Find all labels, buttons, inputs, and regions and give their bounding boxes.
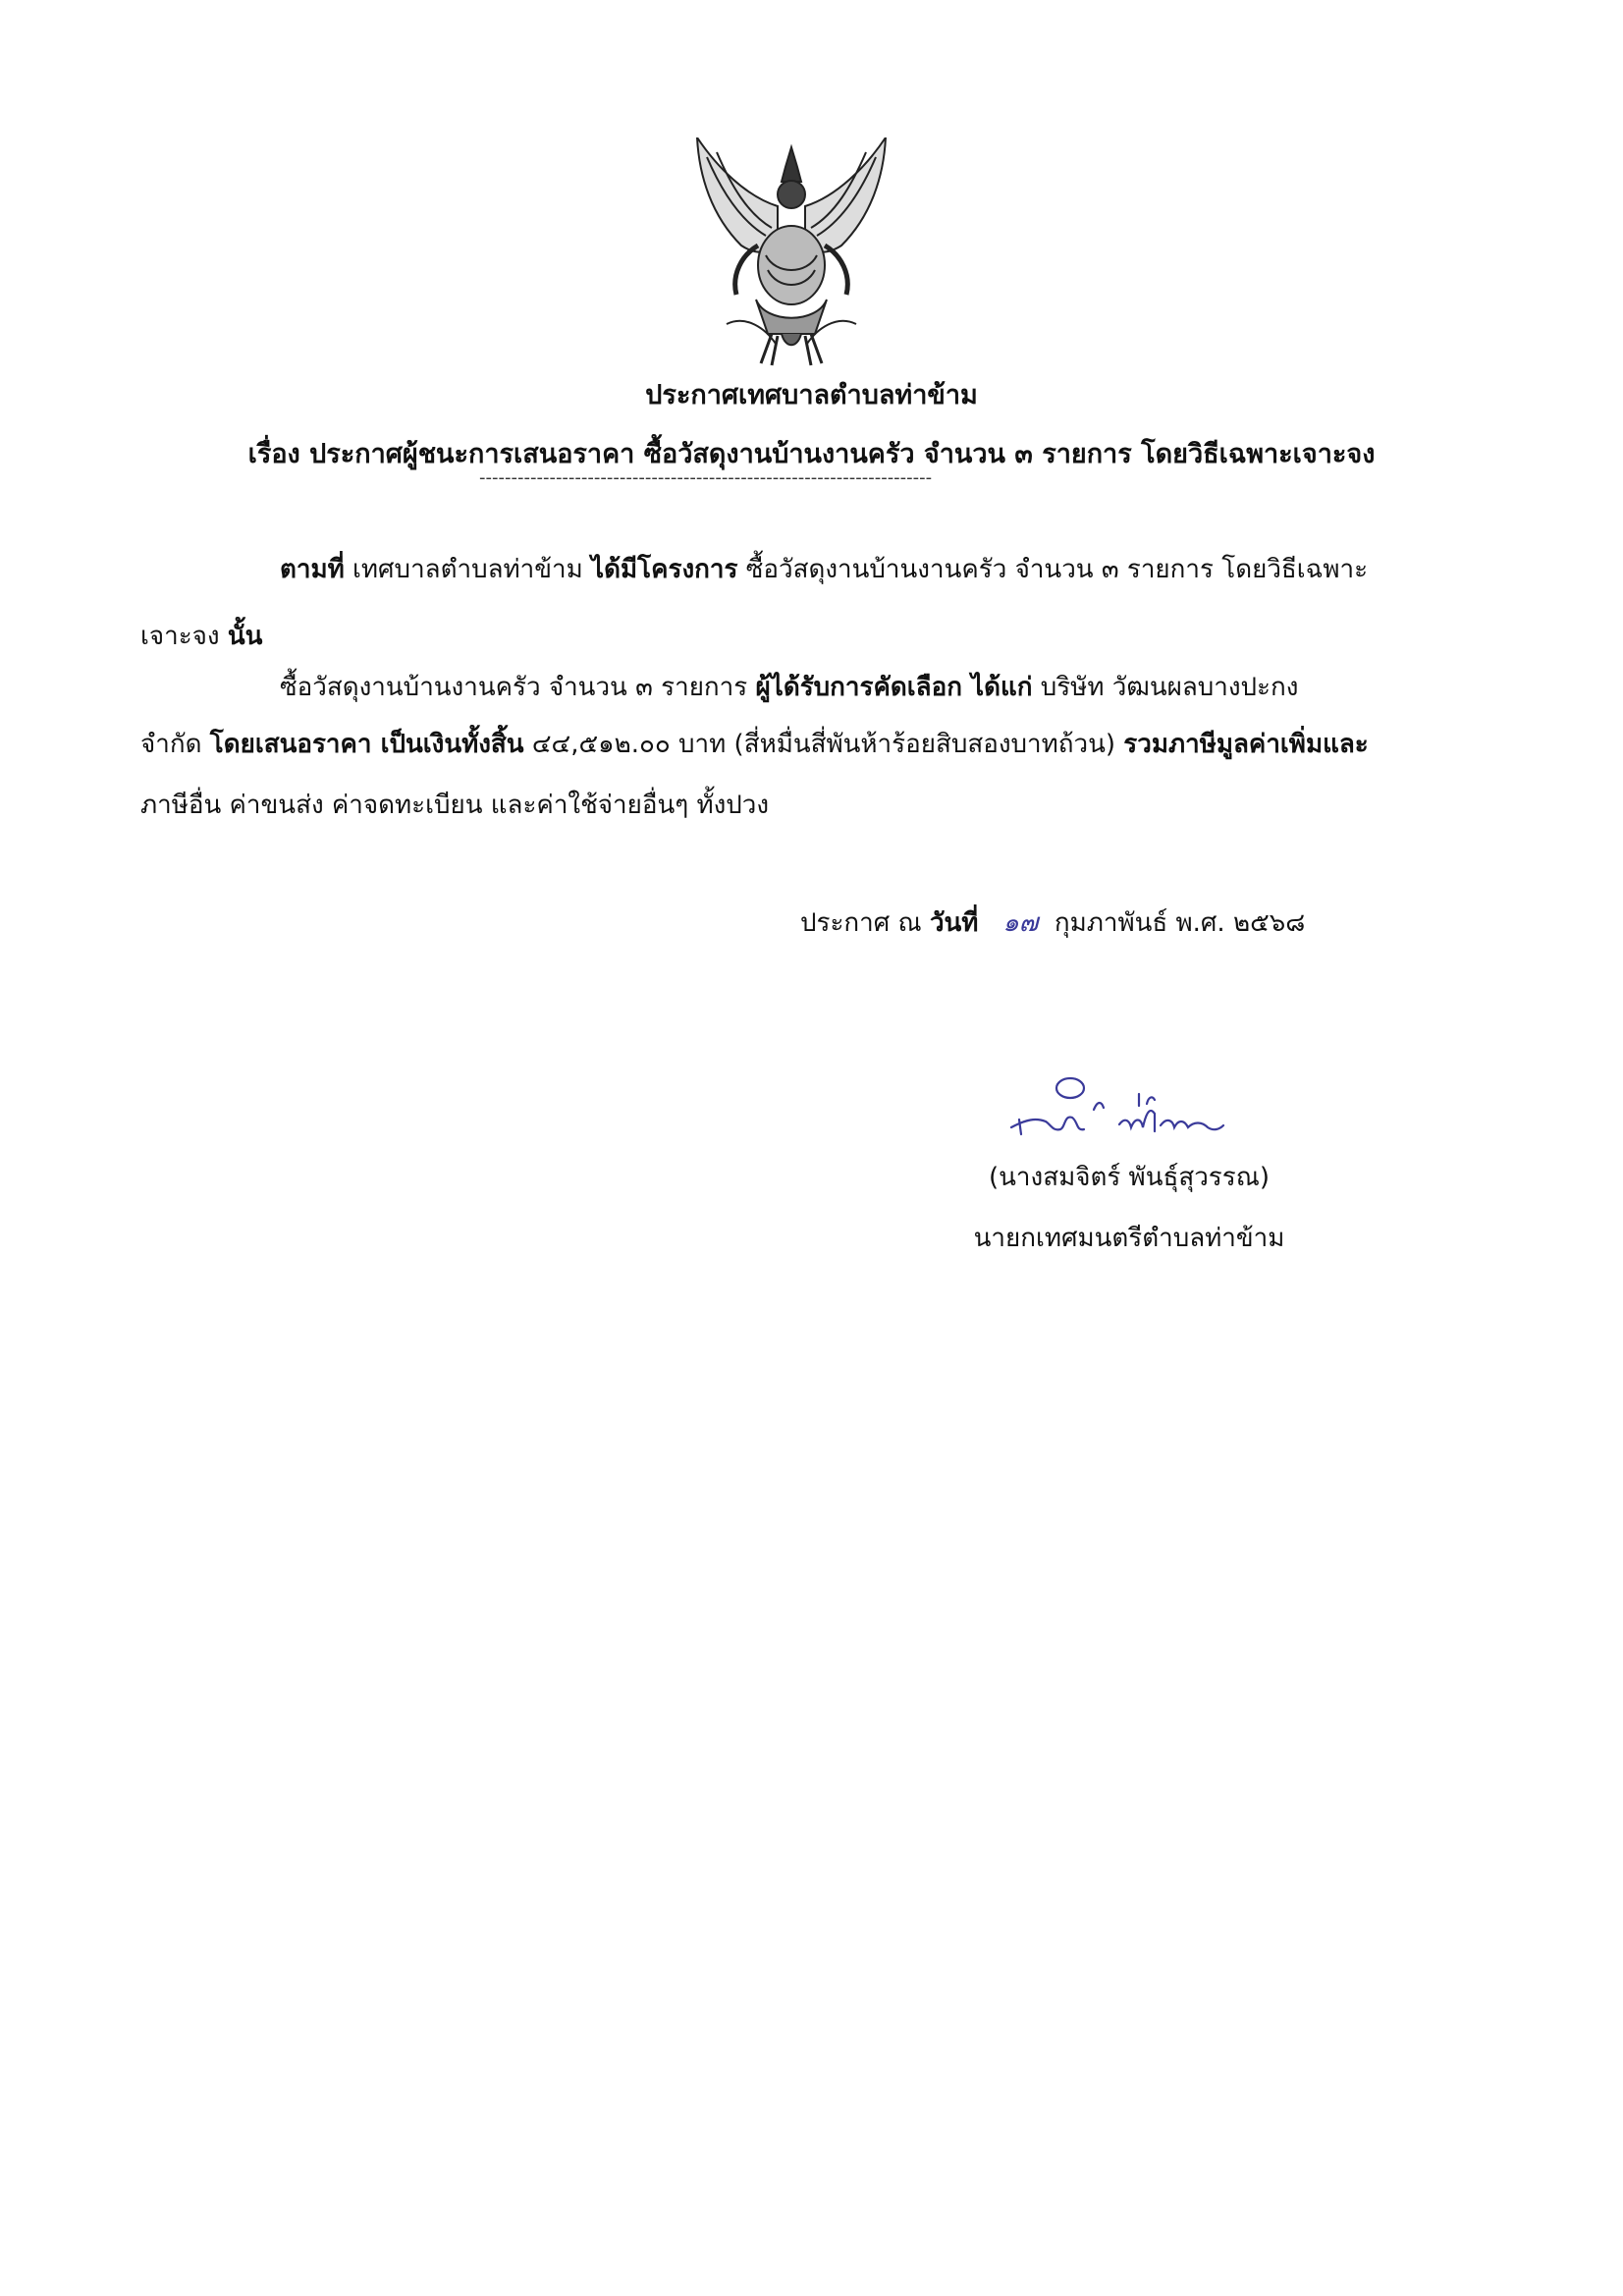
p2-line2-a: จำกัด	[140, 730, 210, 759]
document-subject: เรื่อง ประกาศผู้ชนะการเสนอราคา ซื้อวัสดุงานบ้านงานครัว จำนวน ๓ รายการ โดยวิธีเฉพาะเจาะจง	[247, 439, 1376, 469]
p2-label-a: ผู้ได้รับการคัดเลือก ได้แก่	[755, 673, 1033, 702]
date-month-year: กุมภาพันธ์ พ.ศ. ๒๕๖๘	[1054, 908, 1306, 938]
p2-text-b: บริษัท วัฒนผลบางปะกง	[1032, 673, 1299, 702]
p1-label-b: ได้มีโครงการ	[591, 555, 738, 584]
p1-text-a: เทศบาลตำบลท่าข้าม	[344, 555, 592, 584]
paragraph-2-line-3: ภาษีอื่น ค่าขนส่ง ค่าจดทะเบียน และค่าใช้จ่ายอื่นๆ ทั้งปวง	[140, 791, 770, 820]
date-day: ๑๗	[1002, 908, 1039, 938]
handwritten-signature-icon	[992, 1070, 1237, 1149]
date-label: วันที่	[929, 908, 979, 938]
p2-line2-c: ๔๔,๕๑๒.๐๐ บาท (สี่หมื่นสี่พันห้าร้อยสิบสองบาทถ้วน)	[523, 730, 1124, 759]
signer-position: นายกเทศมนตรีตำบลท่าข้าม	[973, 1224, 1285, 1253]
p1-line2-a: เจาะจง	[140, 622, 228, 651]
page-title: ประกาศเทศบาลตำบลท่าข้าม	[645, 380, 978, 410]
p2-line2-d: รวมภาษีมูลค่าเพิ่มและ	[1123, 730, 1369, 759]
paragraph-2-line-1	[280, 670, 1298, 705]
paragraph-1-line-2	[140, 619, 262, 654]
divider-text: -----------------------------------------------------------------------	[479, 467, 933, 488]
paragraph-1-line-1	[280, 552, 1368, 587]
garuda-emblem-icon	[687, 137, 895, 368]
p2-text-a: ซื้อวัสดุงานบ้านงานครัว จำนวน ๓ รายการ	[280, 673, 756, 702]
p1-label: ตามที่	[280, 555, 345, 584]
announcement-date	[800, 905, 1305, 941]
date-prefix: ประกาศ ณ	[800, 908, 930, 938]
p1-line2-b: นั้น	[227, 622, 263, 651]
p2-line2-b: โดยเสนอราคา เป็นเงินทั้งสิ้น	[209, 730, 524, 759]
paragraph-2-line-2	[140, 727, 1369, 762]
p1-text-b: ซื้อวัสดุงานบ้านงานครัว จำนวน ๓ รายการ โดยวิธีเฉพาะ	[737, 555, 1369, 584]
signer-name: (นางสมจิตร์ พันธุ์สุวรรณ)	[988, 1163, 1270, 1192]
